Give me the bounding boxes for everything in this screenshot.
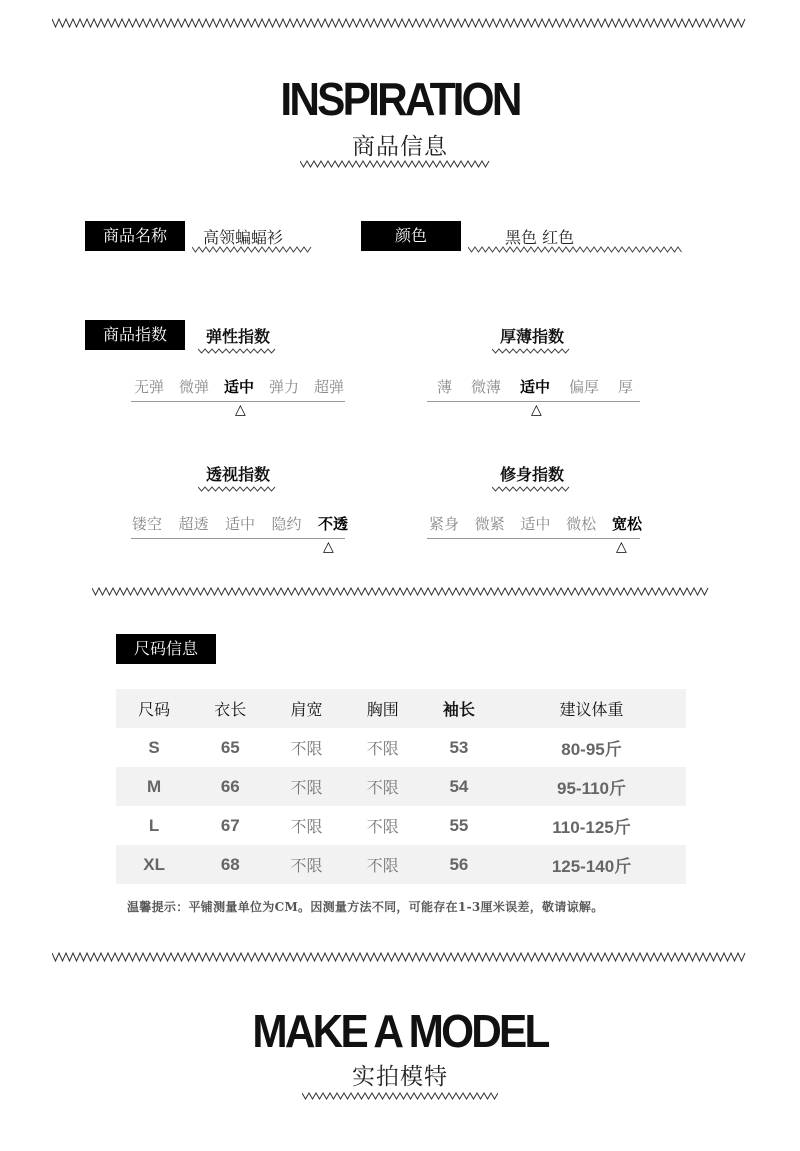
table-row — [116, 845, 686, 884]
transparency-option: 适中 — [224, 515, 255, 533]
fit-option: 紧身 — [429, 515, 460, 533]
cell-weight: 110-125斤 — [552, 818, 631, 837]
model-subtitle: 实拍模特 — [352, 1064, 448, 1090]
elasticity-scale — [134, 376, 344, 397]
transparency-option: 隐约 — [271, 515, 302, 533]
table-row — [116, 728, 686, 767]
size-table-header — [116, 689, 686, 728]
header-sleeve: 袖长 — [421, 689, 497, 728]
inspiration-subtitle: 商品信息 — [352, 134, 448, 160]
fit-title: 修身指数 — [499, 465, 564, 484]
cell-length: 67 — [220, 815, 240, 835]
header-length: 衣长 — [192, 689, 268, 728]
top-zigzag-divider — [52, 18, 748, 28]
transparency-title: 透视指数 — [205, 465, 270, 484]
transparency-scale — [132, 513, 348, 534]
table-row — [116, 806, 686, 845]
cell-length: 66 — [192, 767, 268, 806]
cell-size: XL — [116, 845, 192, 884]
header-weight: 建议体重 — [497, 689, 686, 728]
thickness-zigzag — [492, 348, 572, 354]
fit-option: 宽松 — [611, 515, 642, 533]
elasticity-title: 弹性指数 — [205, 327, 270, 346]
subtitle-zigzag — [300, 160, 492, 168]
middle-zigzag-divider — [92, 587, 710, 596]
cell-sleeve: 55 — [449, 815, 469, 835]
inspiration-title: INSPIRATION — [280, 73, 520, 125]
size-label: 尺码信息 — [116, 634, 216, 664]
cell-shoulder: 不限 — [268, 767, 344, 806]
thickness-option: 薄 — [437, 378, 453, 396]
cell-shoulder: 不限 — [268, 845, 344, 884]
elasticity-option: 适中 — [223, 378, 254, 396]
thickness-option: 偏厚 — [568, 378, 599, 396]
cell-sleeve: 56 — [421, 845, 497, 884]
model-title: MAKE A MODEL — [252, 1005, 548, 1057]
fit-marker-icon: △ — [616, 539, 627, 555]
cell-weight: 125-140斤 — [497, 845, 686, 884]
cell-shoulder: 不限 — [290, 739, 323, 758]
cell-size: L — [148, 815, 160, 835]
fit-zigzag — [492, 486, 572, 492]
cell-chest: 不限 — [366, 739, 399, 758]
product-name-value: 高领蝙蝠衫 — [203, 228, 284, 247]
transparency-option: 不透 — [317, 515, 348, 533]
fit-scale — [429, 513, 642, 534]
elasticity-option: 无弹 — [134, 378, 165, 396]
cell-size: M — [116, 767, 192, 806]
table-row — [116, 767, 686, 806]
size-table — [116, 689, 686, 884]
thickness-scale — [437, 376, 633, 397]
color-zigzag — [468, 246, 682, 253]
fit-option: 微松 — [566, 515, 597, 533]
cell-sleeve: 54 — [421, 767, 497, 806]
thickness-title: 厚薄指数 — [499, 327, 564, 346]
cell-chest: 不限 — [345, 845, 421, 884]
size-note: 温馨提示：平铺测量单位为CM。因测量方法不同，可能存在1-3厘米误差，敬请谅解。 — [127, 900, 604, 914]
transparency-option: 超透 — [178, 515, 209, 533]
cell-weight: 80-95斤 — [561, 740, 622, 759]
thickness-marker-icon: △ — [531, 402, 542, 418]
thickness-option: 适中 — [519, 378, 550, 396]
header-shoulder: 肩宽 — [268, 689, 344, 728]
indices-label: 商品指数 — [85, 320, 185, 350]
header-chest: 胸围 — [345, 689, 421, 728]
cell-size: S — [148, 737, 160, 757]
elasticity-zigzag — [198, 348, 278, 354]
fit-rule — [427, 538, 640, 539]
thickness-option: 厚 — [617, 378, 633, 396]
product-name-zigzag — [192, 246, 314, 253]
cell-length: 65 — [220, 737, 240, 757]
model-subtitle-zigzag — [302, 1092, 498, 1100]
transparency-zigzag — [198, 486, 278, 492]
color-label: 颜色 — [361, 221, 461, 251]
transparency-option: 镂空 — [132, 515, 163, 533]
transparency-marker-icon: △ — [323, 539, 334, 555]
fit-option: 微紧 — [474, 515, 505, 533]
elasticity-marker-icon: △ — [235, 402, 246, 418]
cell-chest: 不限 — [366, 817, 399, 836]
transparency-rule — [131, 538, 345, 539]
header-size: 尺码 — [116, 689, 192, 728]
cell-weight: 95-110斤 — [497, 767, 686, 806]
cell-shoulder: 不限 — [290, 817, 323, 836]
elasticity-option: 微弹 — [178, 378, 209, 396]
elasticity-option: 弹力 — [268, 378, 299, 396]
elasticity-option: 超弹 — [313, 378, 344, 396]
color-value: 黑色 红色 — [505, 228, 575, 247]
product-name-label: 商品名称 — [85, 221, 185, 251]
cell-length: 68 — [192, 845, 268, 884]
thickness-option: 微薄 — [470, 378, 501, 396]
fit-option: 适中 — [520, 515, 551, 533]
cell-sleeve: 53 — [449, 737, 469, 757]
bottom-zigzag-divider — [52, 952, 748, 962]
cell-chest: 不限 — [345, 767, 421, 806]
